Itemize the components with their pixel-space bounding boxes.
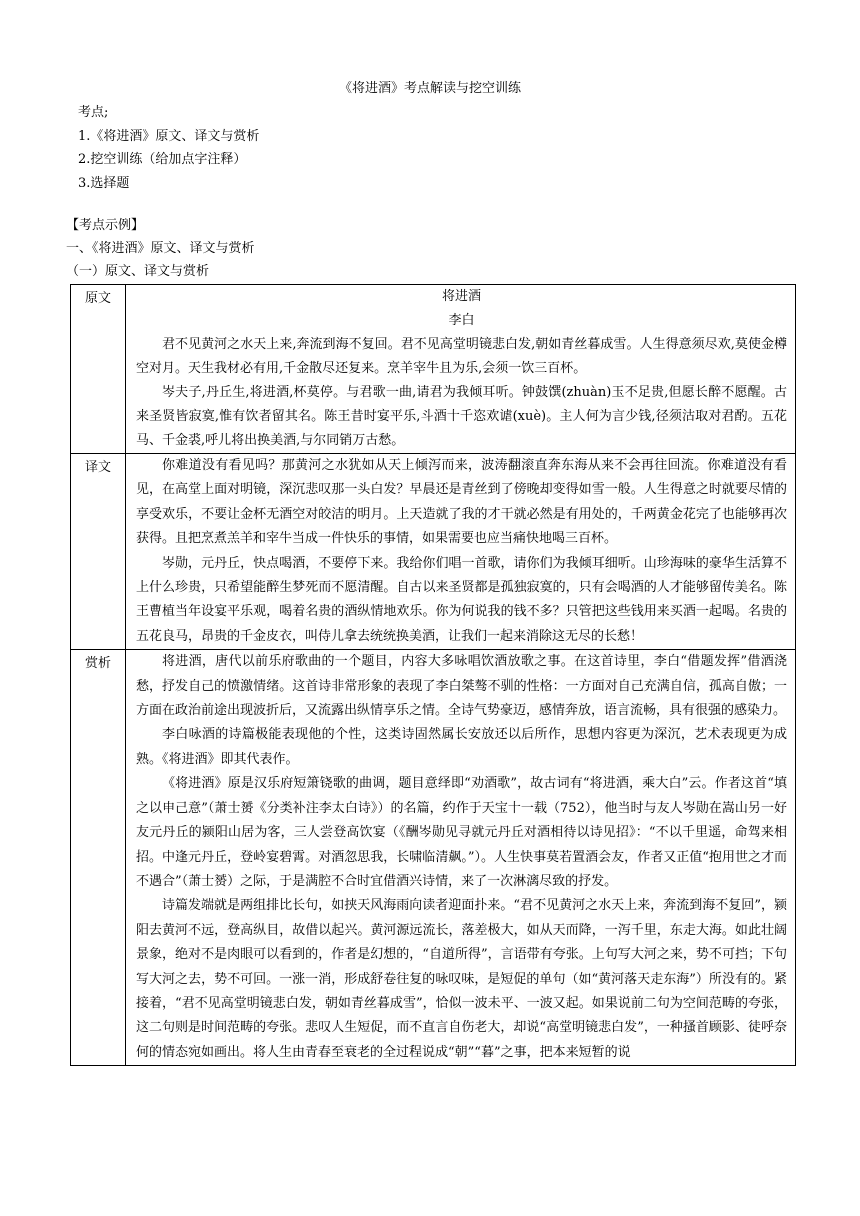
table-row-appreciation — [71, 650, 796, 1066]
appreciation-paragraph: 《将进酒》原是汉乐府短箫铙歌的曲调，题目意绎即“劝酒歌”，故古词有“将进酒，乘大白”云。作者这首“填之以申己意”（萧士赟《分类补注李太白诗》）的名篇，约作于天宝十一载（752），他当时与友人岑勋在嵩山另一好友元丹丘的颍阳山居为客，三人尝登高饮宴（《酬岑勋见寻就元丹丘对酒相待以诗见招》：“不以千里遥，命驾来相招。中逢元丹丘，登岭宴碧霄。对酒忽思我，长啸临清飙。”）。人生快事莫若置酒会友，作者又正值“抱用世之才而不遇合”（萧士赟）之际，于是满腔不合时宜借酒兴诗情，来了一次淋漓尽致的抒发。 — [136, 776, 787, 889]
example-section-headings — [66, 214, 806, 283]
appreciation-paragraph: 诗篇发端就是两组排比长句，如挟天风海雨向读者迎面扑来。“君不见黄河之水天上来，奔流到海不复回”，颍阳去黄河不远，登高纵目，故借以起兴。黄河源远流长，落差极大，如从天而降，一泻千里，东走大海。如此壮阔景象，绝对不是肉眼可以看到的，作者是幻想的，“自道所得”，言语带有夸张。上句写大河之来，势不可挡；下句写大河之去，势不可回。一涨一消，形成舒卷往复的咏叹味，是短促的单句（如“黄河落天走东海”）所没有的。紧接着，“君不见高堂明镜悲白发，朝如青丝暮成雪”，恰似一波未平、一波又起。如果说前二句为空间范畴的夸张，这二句则是时间范畴的夸张。悲叹人生短促，而不直言自伤老大，却说“高堂明镜悲白发”，一种搔首顾影、徒呼奈何的情态宛如画出。将人生由青春至衰老的全过程说成“朝”“暮”之事，把本来短暂的说 — [136, 898, 787, 1060]
appreciation-paragraph: 将进酒，唐代以前乐府歌曲的一个题目，内容大多咏唱饮酒放歌之事。在这首诗里，李白“借题发挥”借酒浇愁，抒发自己的愤激情绪。这首诗非常形象的表现了李白桀骜不驯的性格：一方面对自己充满自信，孤高自傲；一方面在政治前途出现波折后，又流露出纵情享乐之情。全诗气势豪迈，感情奔放，语言流畅，具有很强的感染力。 — [136, 654, 787, 719]
key-point-item: 2.挖空训练（给加点字注释） — [78, 152, 247, 167]
original-paragraph: 君不见黄河之水天上来,奔流到海不复回。君不见高堂明镜悲白发,朝如青丝暮成雪。人生得意须尽欢,莫使金樽空对月。天生我材必有用,千金散尽还复来。烹羊宰牛且为乐,会须一饮三百杯。 — [136, 337, 787, 376]
row-label-appreciation: 赏析 — [71, 650, 126, 1066]
translation-text-cell — [126, 454, 796, 650]
key-point-item: 1.《将进酒》原文、译文与赏析 — [78, 128, 260, 144]
key-point-item: 3.选择题 — [78, 175, 130, 191]
key-points-intro — [78, 101, 798, 195]
translation-paragraph: 岑勋，元丹丘，快点喝酒，不要停下来。我给你们唱一首歌，请你们为我倾耳细听。山珍海味的豪华生活算不上什么珍贵，只希望能醉生梦死而不愿清醒。自古以来圣贤都是孤独寂寞的，只有会喝酒的人才能够留传美名。陈王曹植当年设宴平乐观，喝着名贵的酒纵情地欢乐。你为何说我的钱不多？只管把这些钱用来买酒一起喝。名贵的五花良马，昂贵的千金皮衣，叫侍儿拿去统统换美酒，让我们一起来消除这无尽的长愁！ — [136, 555, 787, 644]
poem-title: 将进酒 — [441, 289, 481, 304]
original-paragraph: 岑夫子,丹丘生,将进酒,杯莫停。与君歌一曲,请君为我倾耳听。钟鼓馔(zhuàn)玉不足贵,但愿长醉不愿醒。古来圣贤皆寂寞,惟有饮者留其名。陈王昔时宴平乐,斗酒十千恣欢谑(xuè)。主人何为言少钱,径须沽取对君酌。五花马、千金裘,呼儿将出换美酒,与尔同销万古愁。 — [136, 385, 787, 448]
table-row-translation — [71, 454, 796, 650]
example-label: 【考点示例】 — [66, 218, 145, 233]
table-row-original — [71, 285, 796, 454]
poem-table — [70, 284, 796, 1066]
row-label-translation: 译文 — [71, 454, 126, 650]
row-label-original: 原文 — [71, 285, 126, 454]
appreciation-text-cell — [126, 650, 796, 1066]
part-heading: 一、《将进酒》原文、译文与赏析 — [66, 241, 255, 256]
appreciation-paragraph: 李白咏酒的诗篇极能表现他的个性，这类诗固然属长安放还以后所作，思想内容更为深沉，艺术表现更为成熟。《将进酒》即其代表作。 — [136, 727, 787, 767]
key-points-heading: 考点; — [78, 105, 109, 120]
translation-paragraph: 你难道没有看见吗？那黄河之水犹如从天上倾泻而来，波涛翻滚直奔东海从来不会再往回流。你难道没有看见，在高堂上面对明镜，深沉悲叹那一头白发？早晨还是青丝到了傍晚却变得如雪一般。人生得意之时就要尽情的享受欢乐，不要让金杯无酒空对皎洁的明月。上天造就了我的才干就必然是有用处的，千两黄金花完了也能够再次获得。且把烹煮羔羊和宰牛当成一件快乐的事情，如果需要也应当痛快地喝三百杯。 — [136, 458, 787, 547]
document-title: 《将进酒》考点解读与挖空训练 — [338, 81, 521, 96]
poem-author: 李白 — [448, 313, 475, 328]
sub-heading: （一）原文、译文与赏析 — [66, 264, 210, 279]
original-text-cell — [126, 285, 796, 454]
